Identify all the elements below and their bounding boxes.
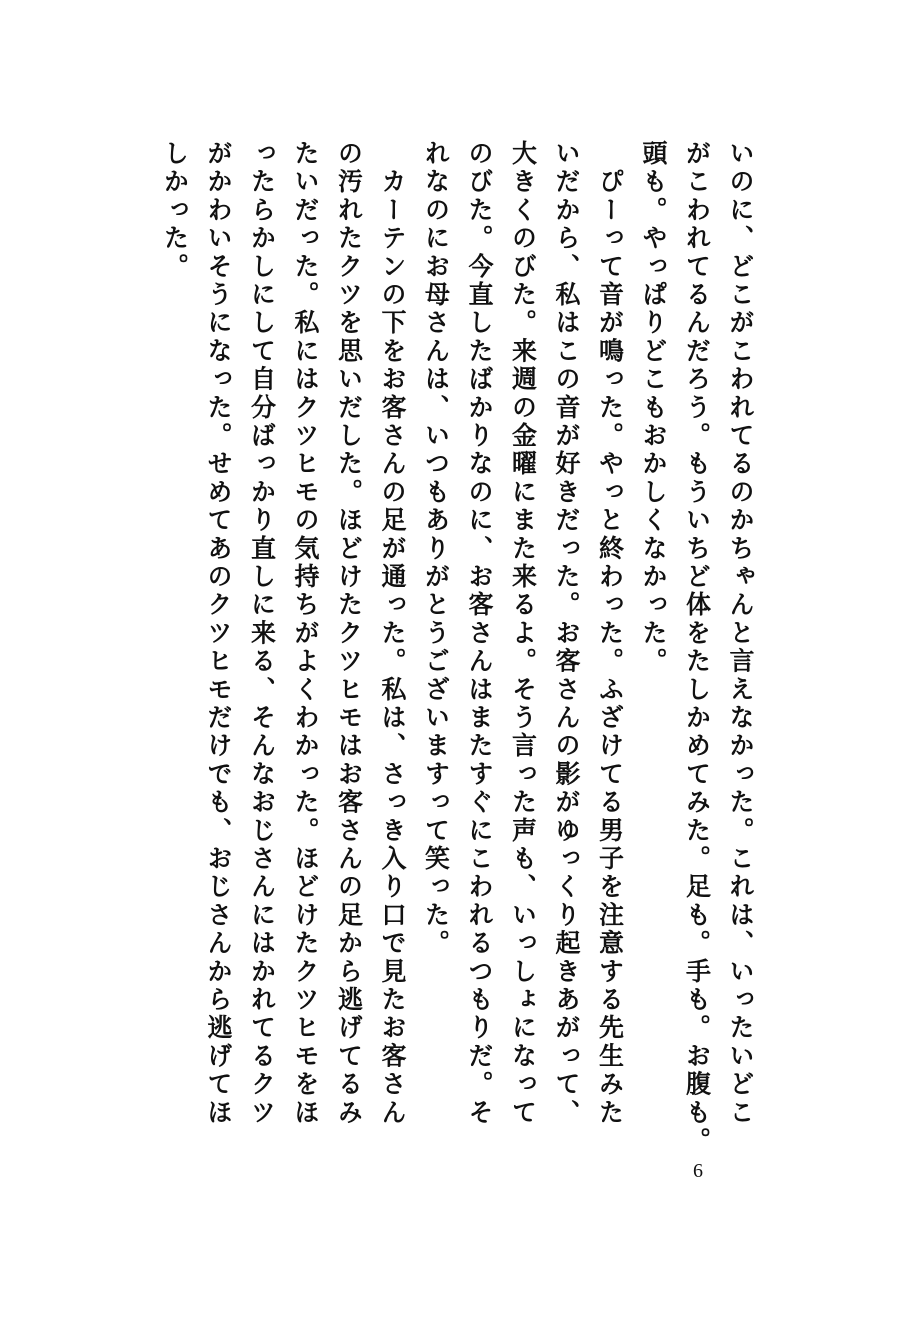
vertical-text-body bbox=[150, 140, 762, 1156]
text-line: カーテンの下をお客さんの足が通った。私は、さっき入り口で見たお客さん bbox=[378, 140, 407, 1127]
text-line: がかわいそうになった。せめてあのクツヒモだけでも、おじさんから逃げてほ bbox=[204, 140, 233, 1127]
text-line: しかった。 bbox=[160, 140, 190, 281]
text-line: がこわれてるんだろう。もういちど体をたしかめてみた。足も。手も。お腹も。 bbox=[682, 140, 712, 1156]
text-line: れなのにお母さんは、いつもありがとうございますって笑った。 bbox=[421, 140, 451, 958]
page-number: 6 bbox=[693, 1160, 703, 1182]
text-line: のびた。今直したばかりなのに、お客さんはまたすぐにこわれるつもりだ。そ bbox=[465, 140, 494, 1127]
text-line: の汚れたクツを思いだした。ほどけたクツヒモはお客さんの足から逃げてるみ bbox=[334, 140, 364, 1127]
text-line: たいだった。私にはクツヒモの気持ちがよくわかった。ほどけたクツヒモをほ bbox=[291, 140, 320, 1127]
text-line: ったらかしにして自分ばっかり直しに来る、そんなおじさんにはかれてるクツ bbox=[247, 140, 277, 1127]
text-line: ぴーって音が鳴った。やっと終わった。ふざけてる男子を注意する先生みた bbox=[595, 140, 625, 1127]
text-line: いだから、私はこの音が好きだった。お客さんの影がゆっくり起きあがって、 bbox=[552, 140, 581, 1127]
text-line: 大きくのびた。来週の金曜にまた来るよ。そう言った声も、いっしょになって bbox=[508, 140, 538, 1127]
text-line: いのに、どこがこわれてるのかちゃんと言えなかった。これは、いったいどこ bbox=[726, 140, 755, 1127]
text-line: 頭も。やっぱりどこもおかしくなかった。 bbox=[639, 140, 668, 676]
